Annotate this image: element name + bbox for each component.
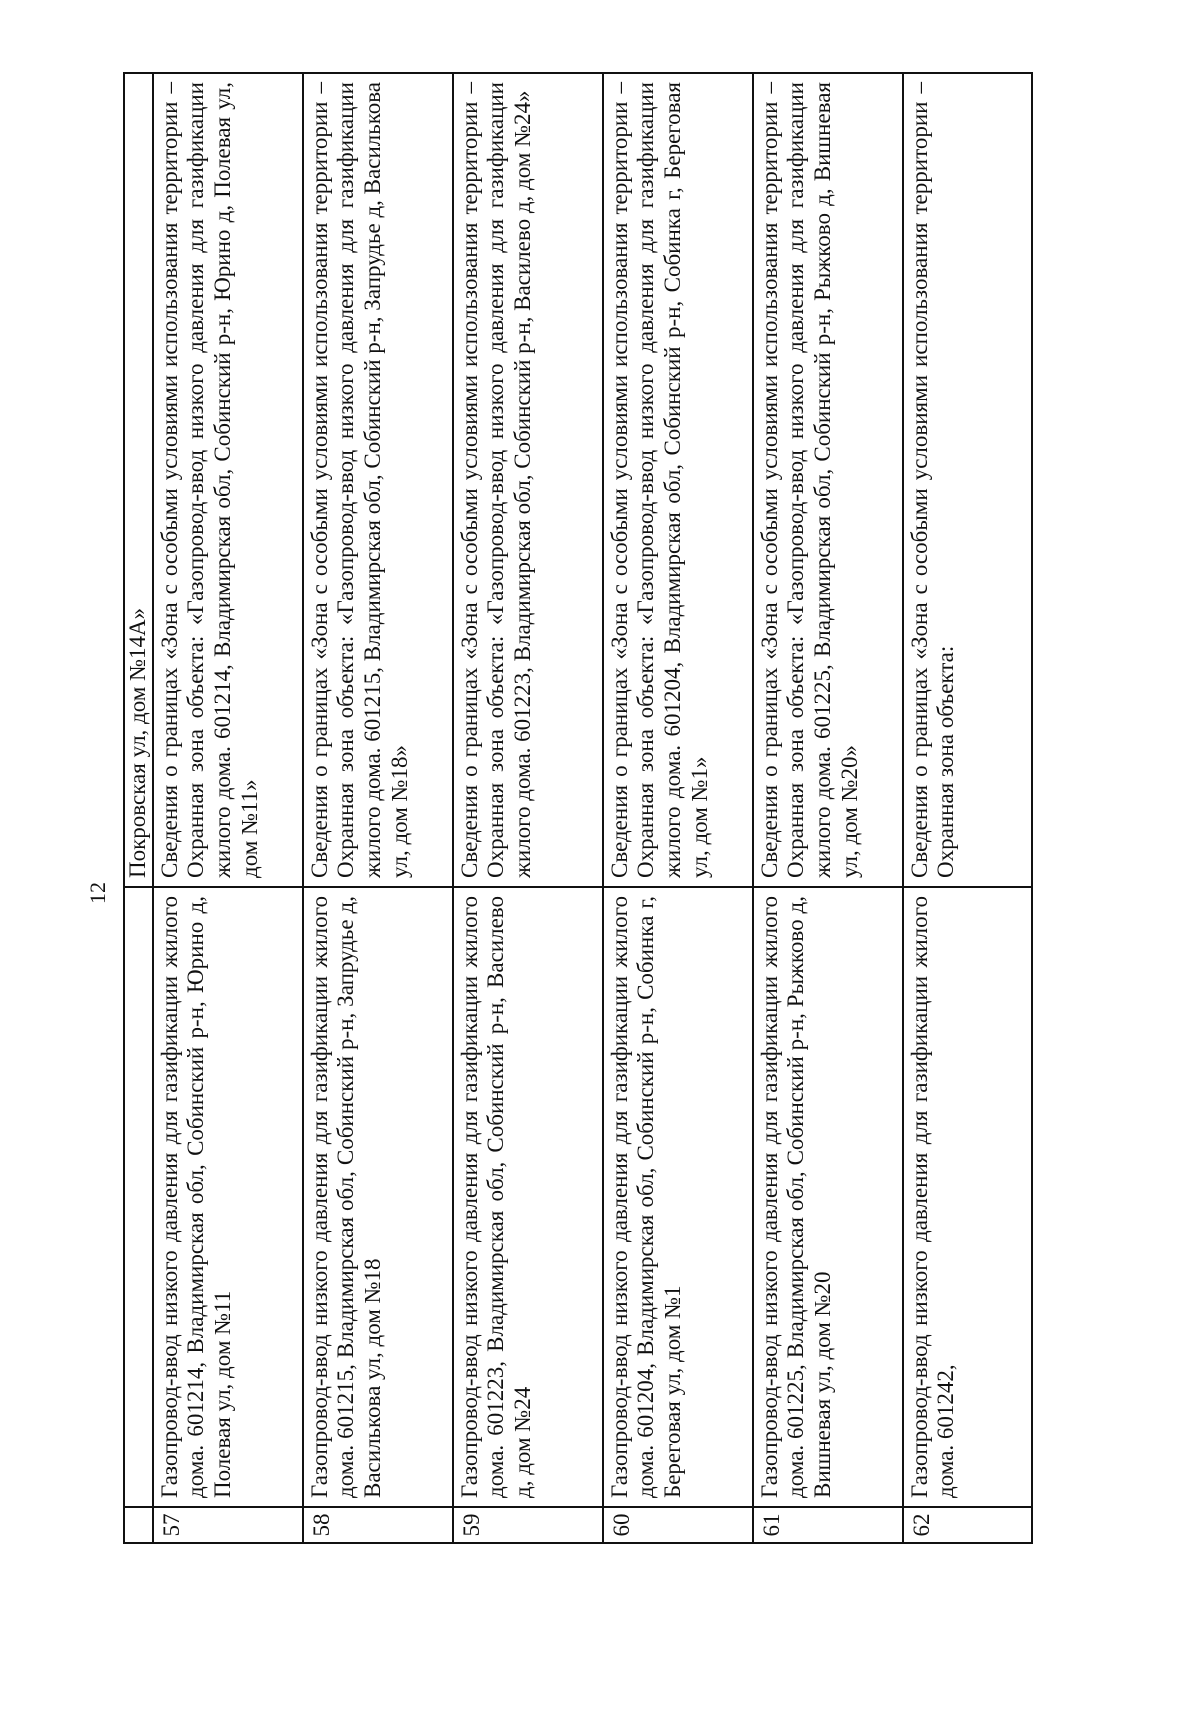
table-row [603, 73, 753, 1543]
object-name-cell: Газопровод-ввод низкого давления для газификации жилого дома. 601215, Владимирская обл, Собинский р-н, Запрудье д, Василькова ул, дом №18 [303, 887, 453, 1507]
row-number: 60 [603, 1507, 753, 1543]
table-cell-empty [124, 887, 153, 1507]
table-row [153, 73, 303, 1543]
table-row-continuation [124, 73, 153, 1543]
object-name-cell: Газопровод-ввод низкого давления для газификации жилого дома. 601223, Владимирская обл, Собинский р-н, Василево д, дом №24 [453, 887, 603, 1507]
row-number: 62 [903, 1507, 1032, 1543]
object-name-cell: Газопровод-ввод низкого давления для газификации жилого дома. 601214, Владимирская обл, Собинский р-н, Юрино д, Полевая ул, дом №11 [153, 887, 303, 1507]
table-row [303, 73, 453, 1543]
row-number: 59 [453, 1507, 603, 1543]
table-cell-continuation: Покровская ул, дом №14А» [124, 73, 153, 887]
table-row [453, 73, 603, 1543]
table-cell-empty [124, 1507, 153, 1543]
row-number: 61 [753, 1507, 903, 1543]
row-number: 58 [303, 1507, 453, 1543]
zone-info-cell: Сведения о границах «Зона с особыми условиями использования территории – Охранная зона объекта: «Газопровод-ввод низкого давления для газификации жилого дома. 601204, Владимирская обл, Собинский р-н, Собинка г, Береговая ул, дом №1» [603, 73, 753, 887]
rotated-table-container [123, 74, 1033, 1544]
object-name-cell: Газопровод-ввод низкого давления для газификации жилого дома. 601242, [903, 887, 1032, 1507]
zone-info-cell: Сведения о границах «Зона с особыми условиями использования территории – Охранная зона объекта: «Газопровод-ввод низкого давления для газификации жилого дома. 601214, Владимирская обл, Собинский р-н, Юрино д, Полевая ул, дом №11» [153, 73, 303, 887]
zone-info-cell: Сведения о границах «Зона с особыми условиями использования территории – Охранная зона объекта: «Газопровод-ввод низкого давления для газификации жилого дома. 601215, Владимирская обл, Собинский р-н, Запрудье д, Василькова ул, дом №18» [303, 73, 453, 887]
zones-table [123, 72, 1033, 1544]
object-name-cell: Газопровод-ввод низкого давления для газификации жилого дома. 601204, Владимирская обл, Собинский р-н, Собинка г, Береговая ул, дом №1 [603, 887, 753, 1507]
row-number: 57 [153, 1507, 303, 1543]
zone-info-cell: Сведения о границах «Зона с особыми условиями использования территории – Охранная зона объекта: «Газопровод-ввод низкого давления для газификации жилого дома. 601223, Владимирская обл, Собинский р-н, Василево д, дом №24» [453, 73, 603, 887]
zone-info-cell: Сведения о границах «Зона с особыми условиями использования территории – Охранная зона объекта: [903, 73, 1032, 887]
object-name-cell: Газопровод-ввод низкого давления для газификации жилого дома. 601225, Владимирская обл, Собинский р-н, Рыжково д, Вишневая ул, дом №20 [753, 887, 903, 1507]
table-row [753, 73, 903, 1543]
page-number: 12 [85, 882, 110, 904]
zone-info-cell: Сведения о границах «Зона с особыми условиями использования территории – Охранная зона объекта: «Газопровод-ввод низкого давления для газификации жилого дома. 601225, Владимирская обл, Собинский р-н, Рыжково д, Вишневая ул, дом №20» [753, 73, 903, 887]
table-row [903, 73, 1032, 1543]
